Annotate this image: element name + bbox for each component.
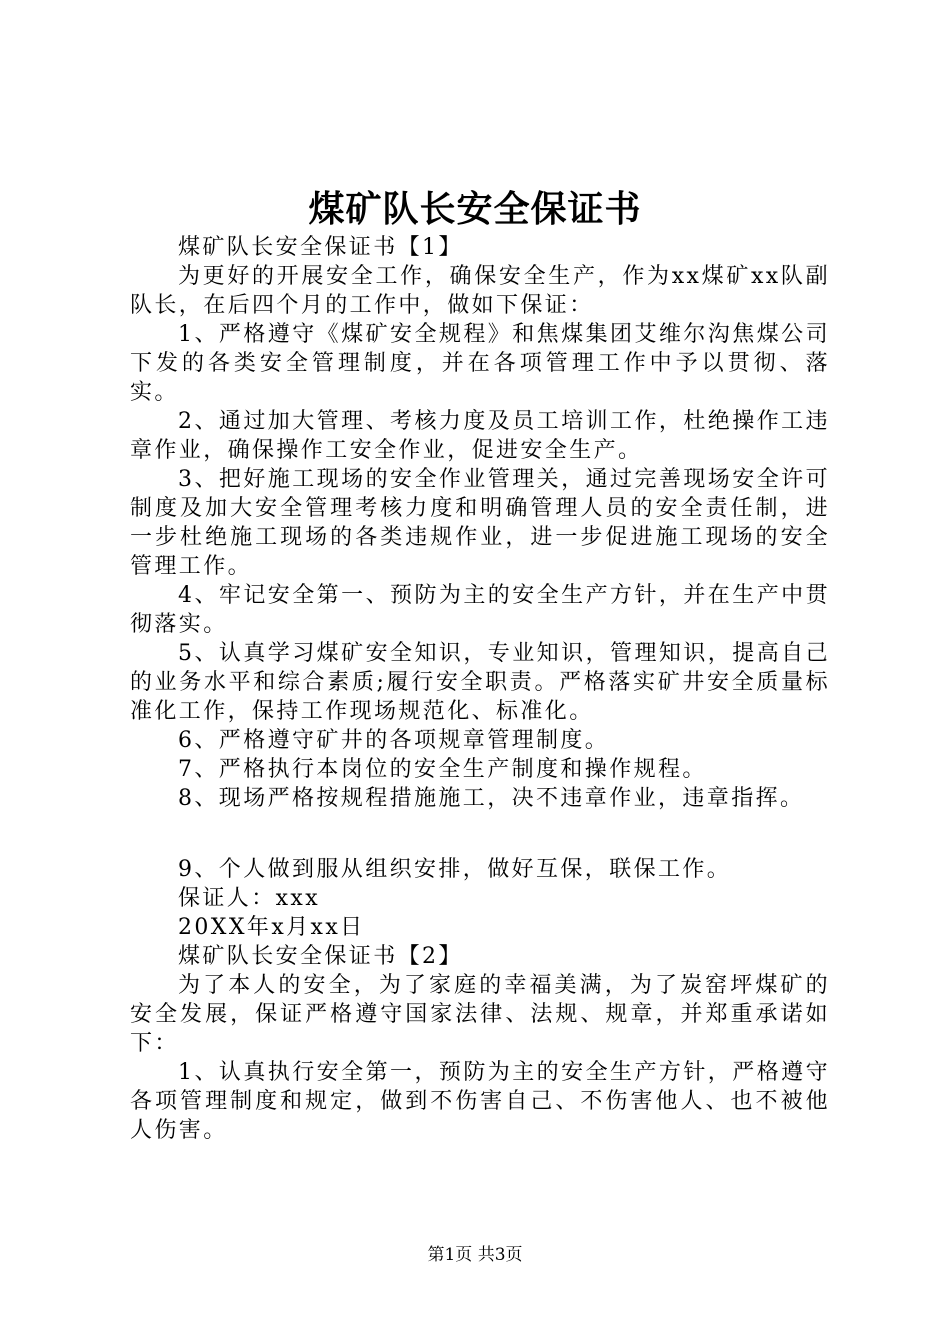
document-title: 煤矿队长安全保证书 [308, 188, 642, 230]
document-body [130, 233, 830, 1145]
clause-2-1: 1、认真执行安全第一，预防为主的安全生产方针，严格遵守各项管理制度和规定，做到不伤害自己、不伤害他人、也不被他人伤害。 [130, 1060, 830, 1143]
page-number: 第1页 共3页 [427, 1245, 523, 1265]
clause-4: 4、牢记安全第一、预防为主的安全生产方针，并在生产中贯彻落实。 [130, 583, 830, 637]
paragraph-gap [130, 813, 830, 855]
clause-7: 7、严格执行本岗位的安全生产制度和操作规程。 [178, 757, 707, 782]
intro-paragraph-1: 为更好的开展安全工作，确保安全生产，作为xx煤矿xx队副队长，在后四个月的工作中，做如下保证： [130, 264, 830, 318]
intro-paragraph-2: 为了本人的安全，为了家庭的幸福美满，为了炭窑坪煤矿的安全发展，保证严格遵守国家法律、法规、规章，并郑重承诺如下： [130, 973, 830, 1056]
clause-2: 2、通过加大管理、考核力度及员工培训工作，杜绝操作工违章作业，确保操作工安全作业，促进安全生产。 [130, 409, 830, 463]
clause-3: 3、把好施工现场的安全作业管理关，通过完善现场安全许可制度及加大安全管理考核力度和明确管理人员的安全责任制，进一步杜绝施工现场的各类违规作业，进一步促进施工现场的安全管理工作。 [130, 467, 830, 579]
date-line: 20XX年x月xx日 [178, 915, 365, 940]
section-heading-1: 煤矿队长安全保证书【1】 [178, 235, 463, 260]
clause-8: 8、现场严格按规程措施施工，决不违章作业，违章指挥。 [178, 786, 805, 811]
clause-1: 1、严格遵守《煤矿安全规程》和焦煤集团艾维尔沟焦煤公司下发的各类安全管理制度，并在各项管理工作中予以贯彻、落实。 [130, 322, 830, 405]
clause-5: 5、认真学习煤矿安全知识，专业知识，管理知识，提高自己的业务水平和综合素质;履行安全职责。严格落实矿井安全质量标准化工作，保持工作现场规范化、标准化。 [130, 641, 830, 724]
section-heading-2: 煤矿队长安全保证书【2】 [178, 944, 463, 969]
guarantor-line: 保证人：xxx [178, 886, 321, 911]
clause-9: 9、个人做到服从组织安排，做好互保，联保工作。 [178, 857, 732, 882]
clause-6: 6、严格遵守矿井的各项规章管理制度。 [178, 728, 610, 753]
